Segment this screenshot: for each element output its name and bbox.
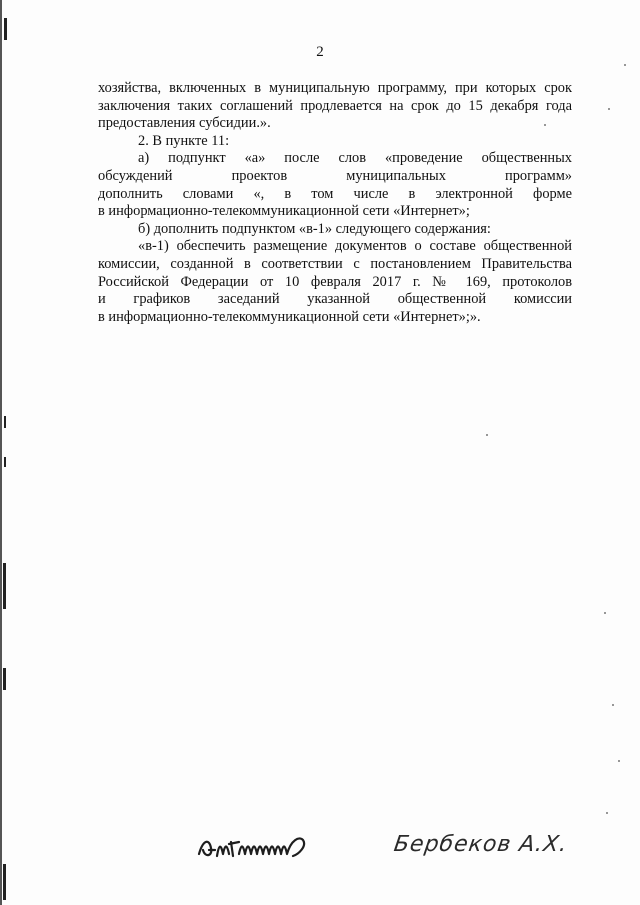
scan-speck — [486, 434, 488, 436]
text-line: а) подпункт «а» после слов «проведение общественных — [138, 150, 572, 167]
text-line: в информационно-телекоммуникационной сети «Интернет»;». — [98, 308, 481, 325]
text-line: предоставления субсидии.». — [98, 115, 271, 132]
scan-speck — [544, 124, 546, 126]
text-line: «в-1) обеспечить размещение документов о составе общественной — [138, 238, 572, 255]
text-line: хозяйства, включенных в муниципальную программу, при которых срок — [98, 80, 572, 96]
scan-artifact — [3, 864, 6, 900]
scan-speck — [618, 760, 620, 762]
handwritten-name: Бербеков А.Х. — [392, 832, 570, 857]
page-number: 2 — [316, 44, 324, 60]
scan-artifact — [4, 18, 7, 40]
scan-artifact — [3, 563, 6, 609]
text-line: 2. В пункте 11: — [138, 132, 230, 149]
scan-speck — [624, 64, 626, 66]
scan-artifact — [0, 0, 2, 905]
text-line: Российской Федерации от 10 февраля 2017 г. № 169, протоколов — [98, 273, 572, 290]
scan-artifact — [3, 668, 6, 690]
scan-speck — [604, 612, 606, 614]
scan-speck — [608, 108, 610, 110]
scan-speck — [612, 704, 614, 706]
text-line: и графиков заседаний указанной общественной комиссии — [98, 291, 572, 308]
scan-artifact — [4, 457, 6, 467]
body-text — [98, 80, 572, 326]
scan-speck — [606, 812, 608, 814]
text-line: б) дополнить подпунктом «в-1» следующего содержания: — [138, 220, 491, 237]
scan-artifact — [4, 416, 6, 428]
text-line: комиссии, созданной в соответствии с постановлением Правительства — [98, 255, 572, 272]
text-line: обсуждений проектов муниципальных программ» — [98, 167, 572, 184]
text-line: в информационно-телекоммуникационной сети «Интернет»; — [98, 203, 470, 220]
handwritten-signature — [195, 830, 335, 866]
text-line: заключения таких соглашений продлевается на срок до 15 декабря года — [98, 97, 572, 114]
text-line: дополнить словами «, в том числе в электронной форме — [98, 185, 572, 202]
